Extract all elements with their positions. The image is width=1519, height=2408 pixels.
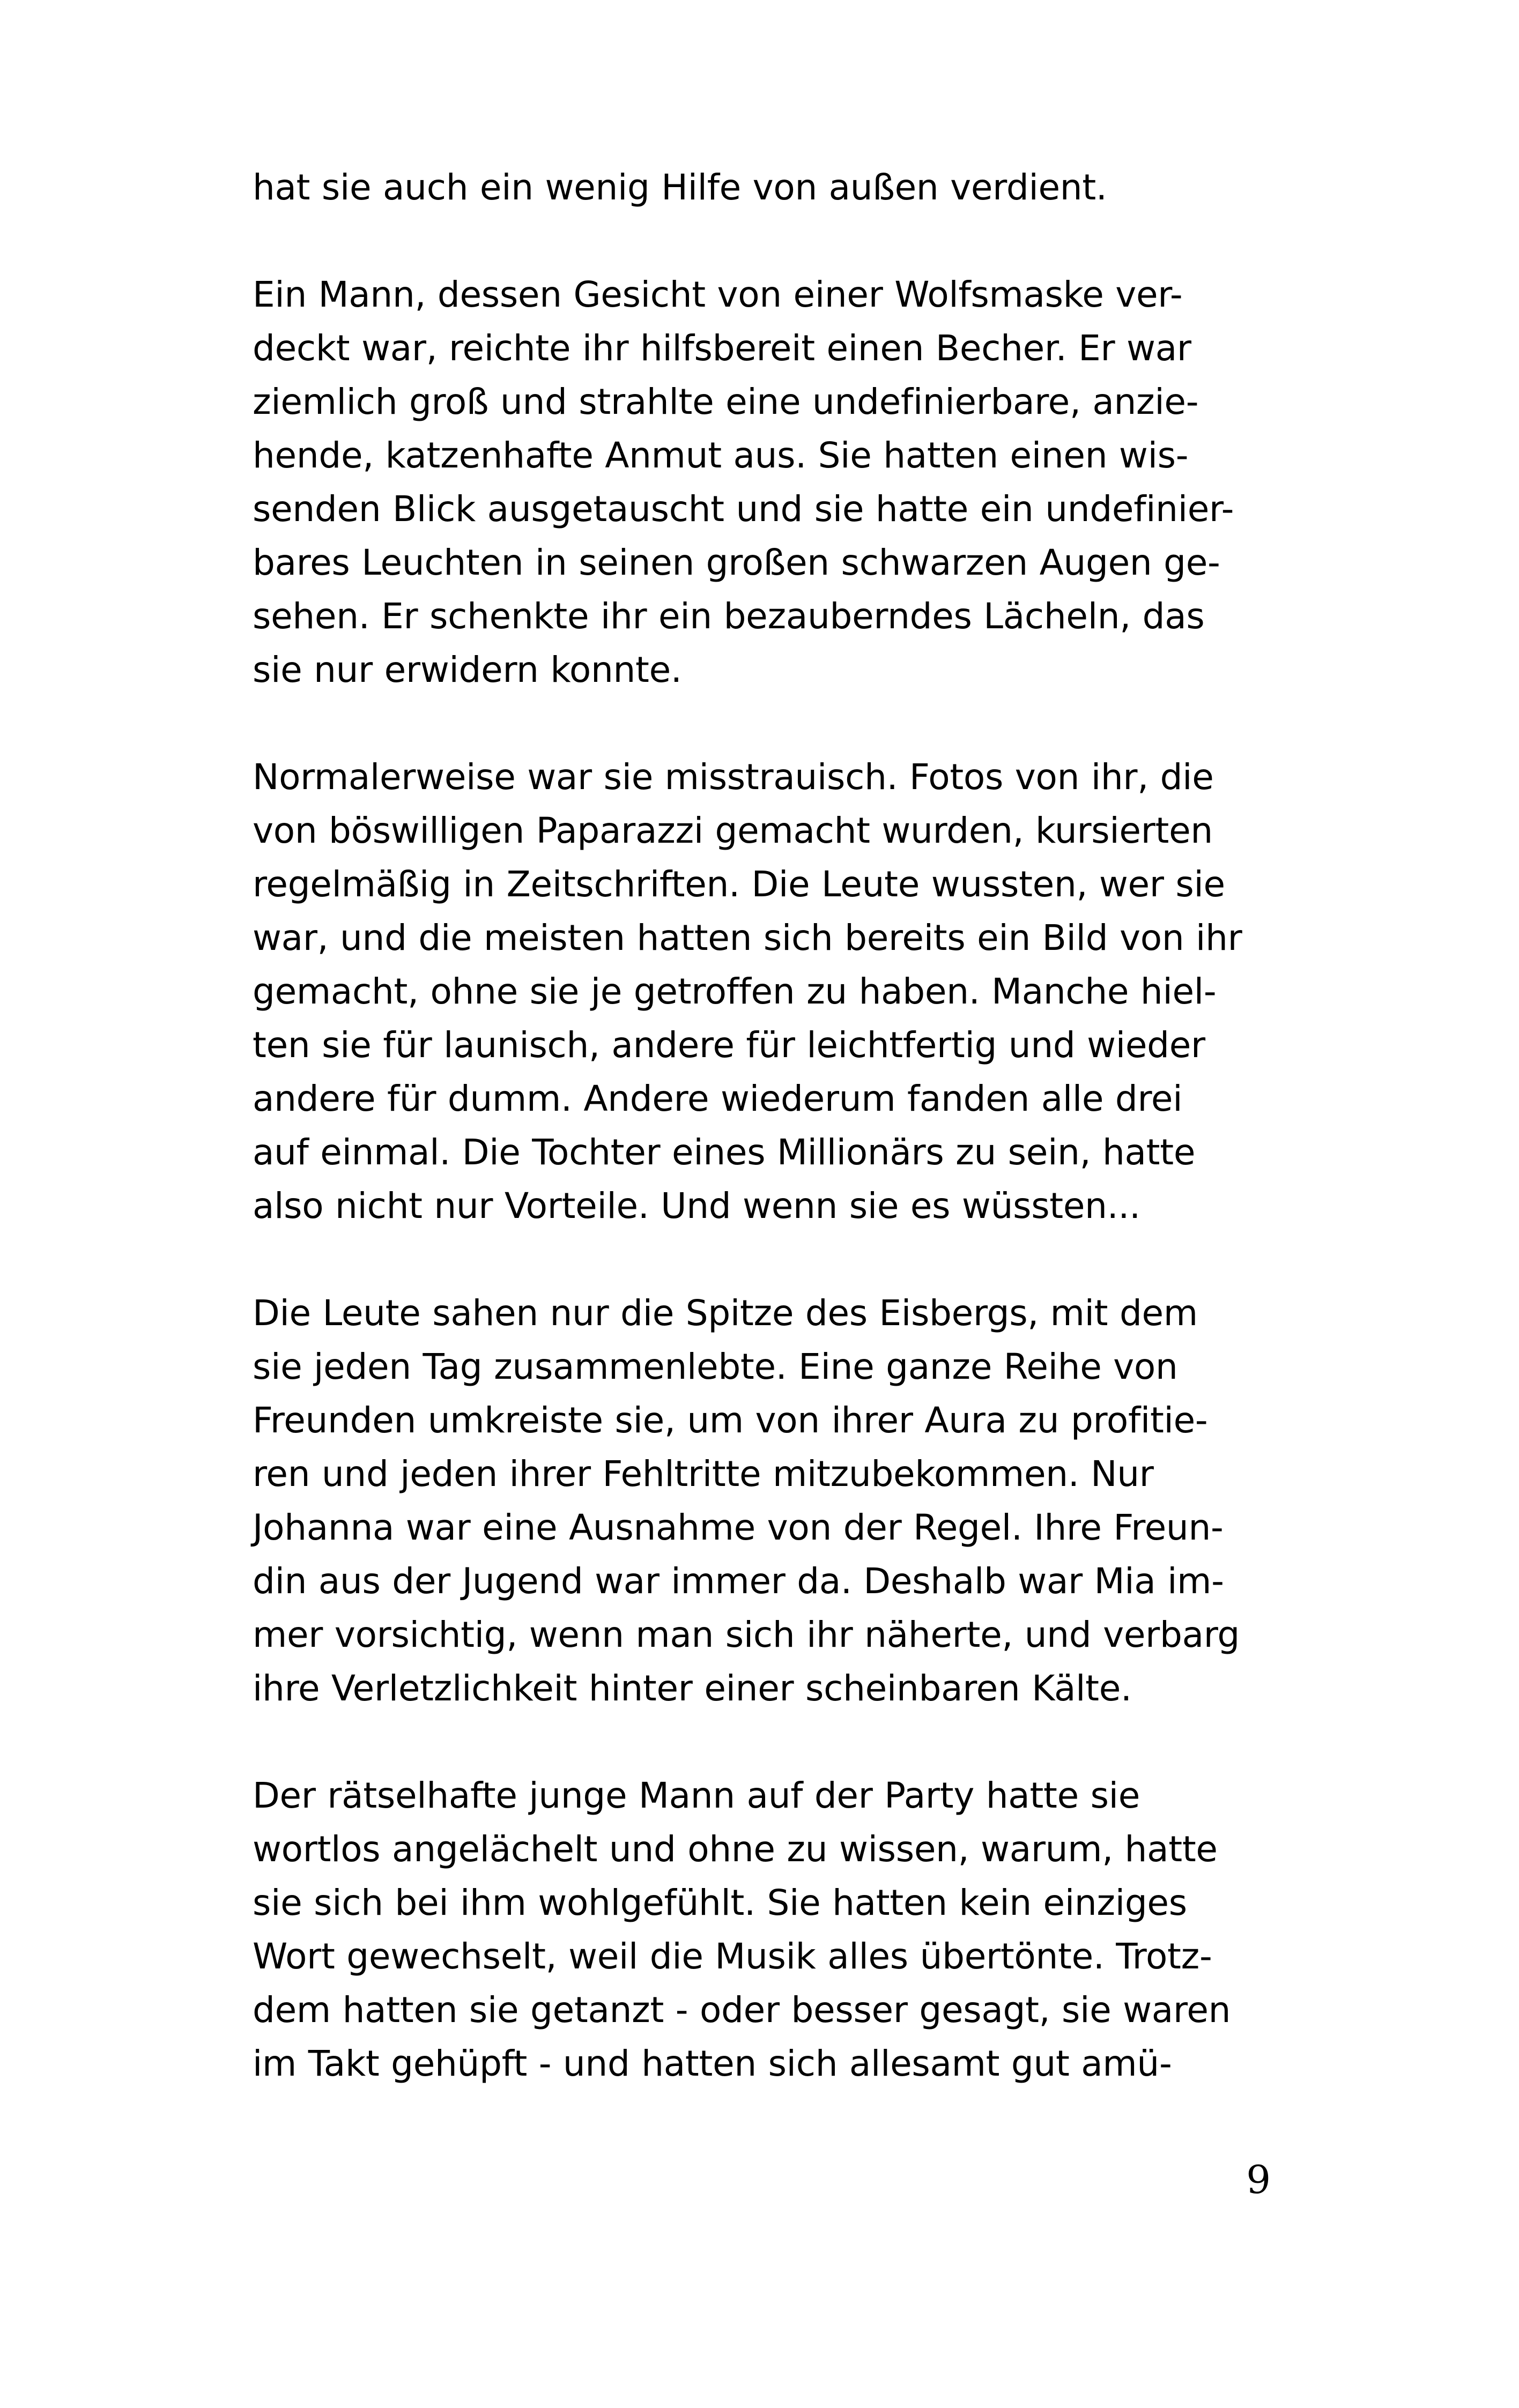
text-line: von böswilligen Paparazzi gemacht wurden, kursierten xyxy=(253,810,1213,851)
text-line: ziemlich groß und strahlte eine undefinierbare, anzie- xyxy=(253,381,1199,422)
text-line: gemacht, ohne sie je getroffen zu haben. Manche hiel- xyxy=(253,971,1217,1012)
text-line: wortlos angelächelt und ohne zu wissen, warum, hatte xyxy=(253,1829,1218,1870)
text-line: ihre Verletzlichkeit hinter einer scheinbaren Kälte. xyxy=(253,1668,1132,1709)
paragraph xyxy=(253,1769,1271,2091)
text-line: Johanna war eine Ausnahme von der Regel. Ihre Freun- xyxy=(253,1507,1224,1548)
text-line: Die Leute sahen nur die Spitze des Eisbergs, mit dem xyxy=(253,1292,1198,1334)
text-line: dem hatten sie getanzt - oder besser gesagt, sie waren xyxy=(253,1989,1231,2031)
text-line: ren und jeden ihrer Fehltritte mitzubekommen. Nur xyxy=(253,1453,1154,1495)
text-line: sie jeden Tag zusammenlebte. Eine ganze Reihe von xyxy=(253,1346,1178,1387)
text-line: deckt war, reichte ihr hilfsbereit einen Becher. Er war xyxy=(253,328,1191,369)
paragraph xyxy=(253,1287,1271,1715)
text-line: senden Blick ausgetauscht und sie hatte ein undefinier- xyxy=(253,488,1234,530)
text-line: Freunden umkreiste sie, um von ihrer Aura zu profitie- xyxy=(253,1400,1208,1441)
text-line: hat sie auch ein wenig Hilfe von außen verdient. xyxy=(253,167,1107,208)
text-line: bares Leuchten in seinen großen schwarzen Augen ge- xyxy=(253,542,1220,583)
text-line: regelmäßig in Zeitschriften. Die Leute wussten, wer sie xyxy=(253,864,1225,905)
text-line: ten sie für launisch, andere für leichtfertig und wieder xyxy=(253,1024,1205,1066)
text-line: Normalerweise war sie misstrauisch. Fotos von ihr, die xyxy=(253,756,1214,798)
paragraph xyxy=(253,268,1271,697)
text-line: sehen. Er schenkte ihr ein bezauberndes Lächeln, das xyxy=(253,596,1205,637)
paragraph xyxy=(253,161,1271,214)
text-line: sie nur erwidern konnte. xyxy=(253,649,682,690)
text-line: Ein Mann, dessen Gesicht von einer Wolfsmaske ver- xyxy=(253,274,1183,315)
body-text xyxy=(253,161,1271,2144)
text-line: also nicht nur Vorteile. Und wenn sie es wüssten... xyxy=(253,1185,1140,1227)
text-line: im Takt gehüpft - und hatten sich allesamt gut amü- xyxy=(253,2043,1172,2084)
text-line: mer vorsichtig, wenn man sich ihr näherte, und verbarg xyxy=(253,1614,1240,1655)
page-number: 9 xyxy=(1246,2157,1271,2202)
text-line: Der rätselhafte junge Mann auf der Party hatte sie xyxy=(253,1775,1140,1816)
paragraph xyxy=(253,750,1271,1233)
text-line: din aus der Jugend war immer da. Deshalb war Mia im- xyxy=(253,1560,1224,1602)
text-line: hende, katzenhafte Anmut aus. Sie hatten einen wis- xyxy=(253,435,1189,476)
text-line: auf einmal. Die Tochter eines Millionärs zu sein, hatte xyxy=(253,1132,1196,1173)
text-line: sie sich bei ihm wohlgefühlt. Sie hatten kein einziges xyxy=(253,1882,1187,1923)
text-line: Wort gewechselt, weil die Musik alles übertönte. Trotz- xyxy=(253,1936,1212,1977)
text-line: andere für dumm. Andere wiederum fanden alle drei xyxy=(253,1078,1183,1119)
text-line: war, und die meisten hatten sich bereits ein Bild von ihr xyxy=(253,917,1242,958)
